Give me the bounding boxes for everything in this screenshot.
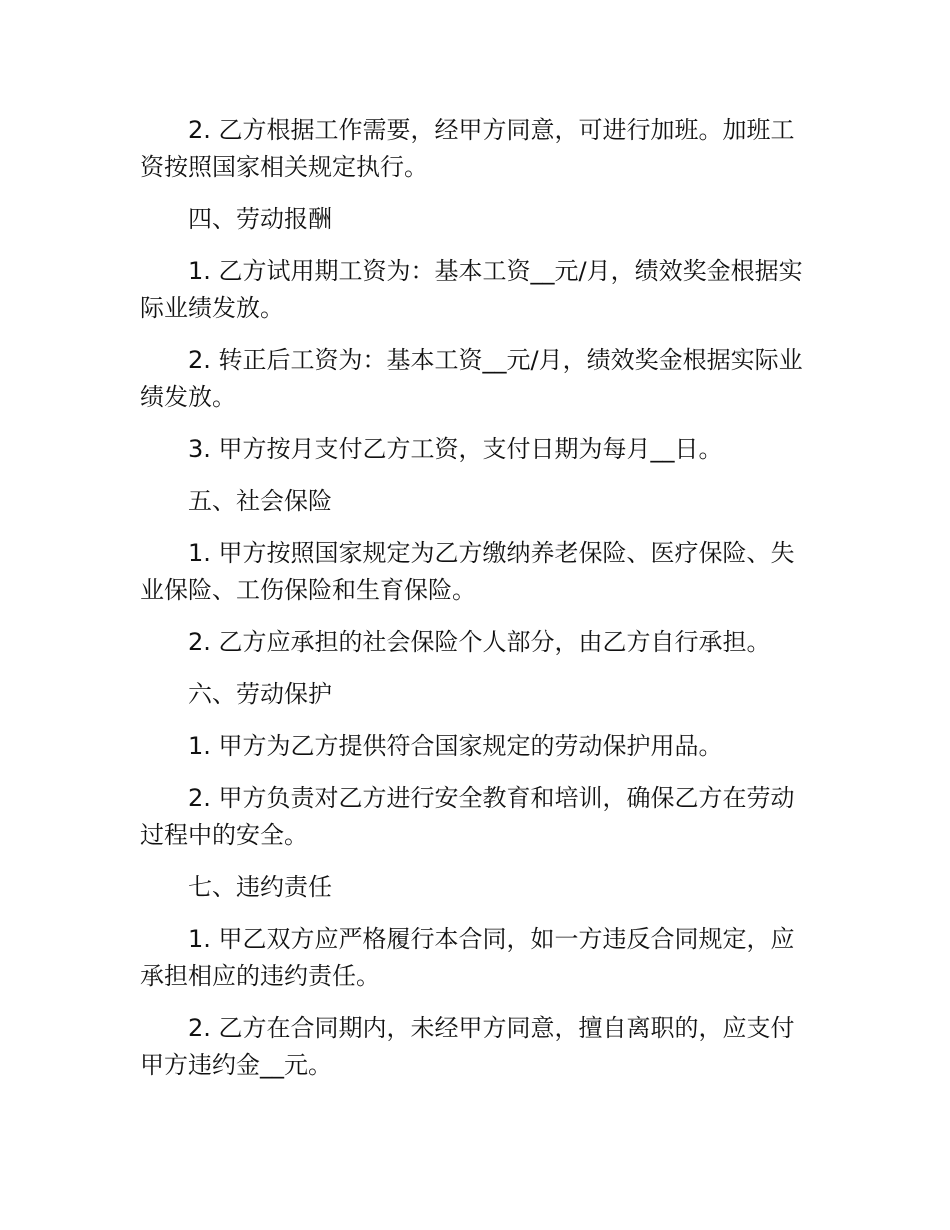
section-heading-labor-protection: 六、劳动保护 [188,680,332,708]
paragraph-probation-salary: 1. 乙方试用期工资为：基本工资__元/月，绩效奖金根据实际业绩发放。 [140,257,803,322]
section-heading-social-insurance: 五、社会保险 [188,487,332,515]
paragraph-insurance-types: 1. 甲方按照国家规定为乙方缴纳养老保险、医疗保险、失业保险、工伤保险和生育保险。 [140,539,795,604]
paragraph-pay-date: 3. 甲方按月支付乙方工资，支付日期为每月__日。 [188,435,723,463]
paragraph-insurance-personal-part: 2. 乙方应承担的社会保险个人部分，由乙方自行承担。 [188,628,771,656]
paragraph-overtime-clause: 2. 乙方根据工作需要，经甲方同意，可进行加班。加班工资按照国家相关规定执行。 [140,116,795,181]
section-heading-remuneration: 四、劳动报酬 [188,205,332,233]
paragraph-safety-training: 2. 甲方负责对乙方进行安全教育和培训，确保乙方在劳动过程中的安全。 [140,784,795,849]
paragraph-breach-liability: 1. 甲乙双方应严格履行本合同，如一方违反合同规定，应承担相应的违约责任。 [140,925,795,990]
section-heading-liability: 七、违约责任 [188,873,332,901]
paragraph-regular-salary: 2. 转正后工资为：基本工资__元/月，绩效奖金根据实际业绩发放。 [140,346,803,411]
document-page [140,112,812,1099]
paragraph-protection-supplies: 1. 甲方为乙方提供符合国家规定的劳动保护用品。 [188,732,723,760]
paragraph-resignation-penalty: 2. 乙方在合同期内，未经甲方同意，擅自离职的，应支付甲方违约金__元。 [140,1014,795,1079]
